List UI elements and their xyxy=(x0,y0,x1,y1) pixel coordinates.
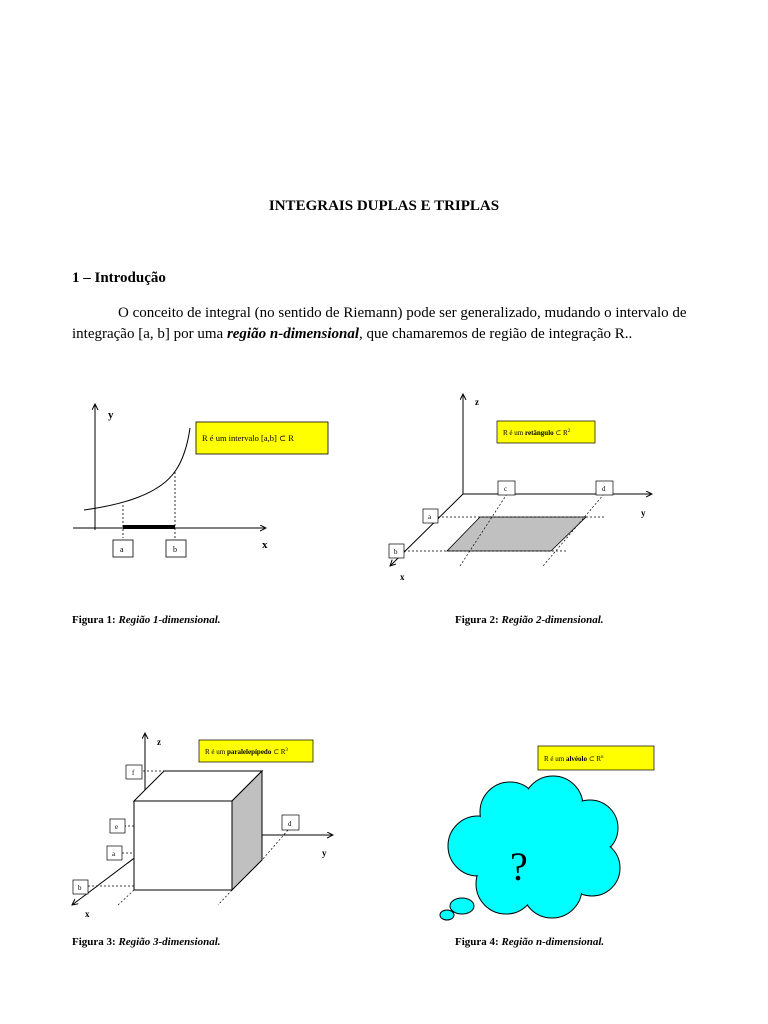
figure-2-caption-label: Figura 2: xyxy=(455,614,499,626)
fig3-note-pre: R é um xyxy=(205,748,227,756)
fig3-label-f: f xyxy=(132,769,135,777)
figure-1-caption-label: Figura 1: xyxy=(72,614,116,626)
fig1-label-b: b xyxy=(173,545,177,554)
figure-3-caption xyxy=(72,936,221,948)
fig2-label-d: d xyxy=(602,485,606,493)
fig1-note: R é um intervalo [a,b] ⊂ R xyxy=(202,433,294,443)
fig4-note-pre: R é um xyxy=(544,755,566,763)
fig2-axis-y-label: y xyxy=(641,508,646,518)
fig2-note-post: ⊂ R xyxy=(553,429,568,437)
figure-3-caption-label: Figura 3: xyxy=(72,936,116,948)
fig3-label-a: a xyxy=(112,850,116,858)
fig1-label-a: a xyxy=(120,545,124,554)
figure-4-caption-text: Região n-dimensional. xyxy=(501,936,605,948)
fig2-note-pre: R é um xyxy=(503,429,525,437)
fig3-label-d: d xyxy=(288,820,292,828)
fig3-note-sup: 3 xyxy=(285,748,288,753)
fig1-axis-y-label: y xyxy=(108,409,114,421)
figure-1-caption-text: Região 1-dimensional. xyxy=(118,614,221,626)
fig4-note-sup: n xyxy=(601,755,604,760)
paragraph-text-1: O conceito de integral (no sentido de Riemann) pode ser generalizado, mudando o intervalo de integração [a, b] por uma xyxy=(72,305,687,342)
fig2-label-c: c xyxy=(504,485,508,493)
fig2-note-sup: 2 xyxy=(567,429,571,434)
paragraph-text-2: , que chamaremos de região de integração R.. xyxy=(359,326,633,342)
fig3-label-b: b xyxy=(78,884,82,892)
figure-1-caption xyxy=(72,614,221,626)
fig3-axis-y-label: y xyxy=(322,848,327,858)
fig3-axis-z-label: z xyxy=(157,737,161,747)
document-title: INTEGRAIS DUPLAS E TRIPLAS xyxy=(268,198,500,214)
fig4-note xyxy=(544,755,604,763)
section-heading: 1 – Introdução xyxy=(72,270,166,286)
figure-3-caption-text: Região 3-dimensional. xyxy=(118,936,221,948)
fig2-axis-z-label: z xyxy=(475,397,479,407)
figure-2-caption xyxy=(455,614,604,626)
fig4-note-post: ⊂ R xyxy=(586,755,602,763)
fig3-note-post: ⊂ R xyxy=(271,748,286,756)
fig3-axis-x-label: x xyxy=(85,909,90,919)
fig3-note-word: paralelepípedo xyxy=(226,748,272,756)
fig2-label-a: a xyxy=(428,513,432,521)
fig2-note-word: retângulo xyxy=(524,429,554,437)
fig2-label-b: b xyxy=(394,548,398,556)
fig4-bubble-2 xyxy=(440,910,454,920)
fig3-label-e: e xyxy=(115,823,119,831)
figure-4-caption xyxy=(455,936,604,948)
fig4-question-mark: ? xyxy=(510,844,528,889)
fig4-bubble-1 xyxy=(450,898,474,914)
paragraph-emphasis: região n-dimensional xyxy=(226,326,360,342)
fig2-axis-x-label: x xyxy=(400,572,405,582)
fig4-note-word: alvéolo xyxy=(565,755,587,763)
figure-4-caption-label: Figura 4: xyxy=(455,936,499,948)
fig1-axis-x-label: x xyxy=(262,539,268,551)
figure-2-caption-text: Região 2-dimensional. xyxy=(501,614,604,626)
